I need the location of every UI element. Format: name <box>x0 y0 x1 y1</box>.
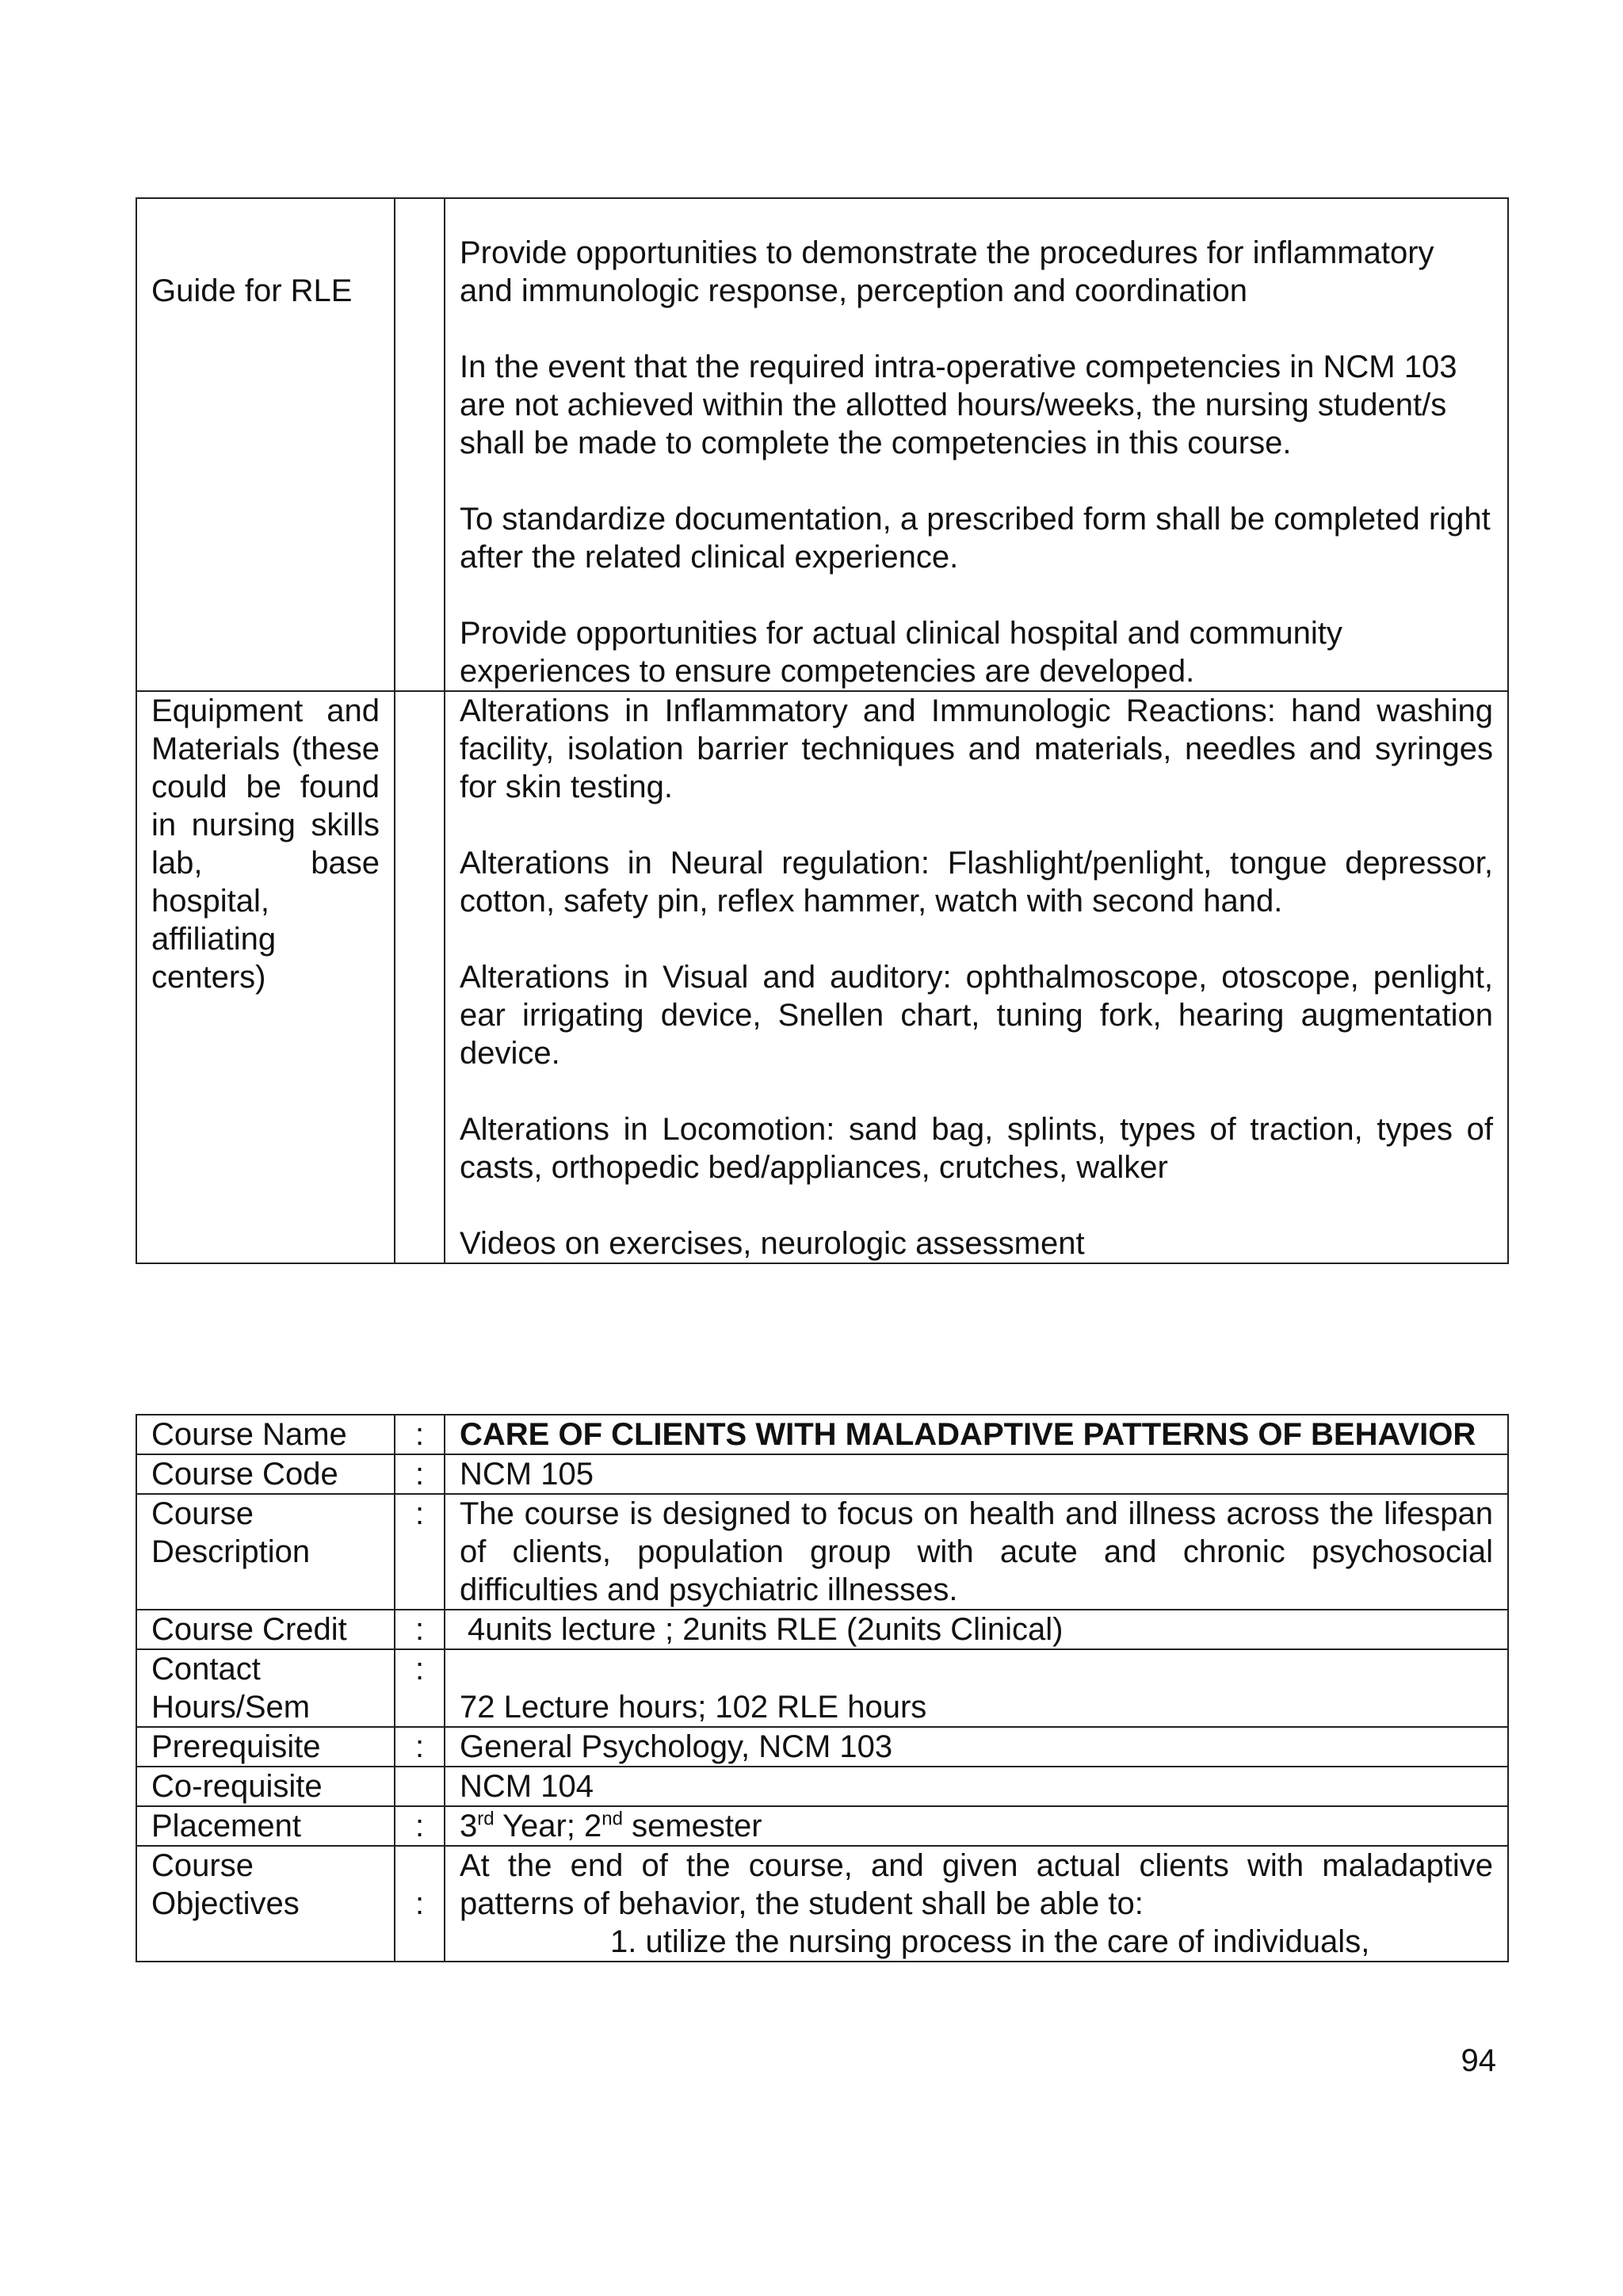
equipment-materials-label: Equipment and Materials (these could be found in nursing skills lab, base hospital, affiliating centers) <box>136 691 395 1263</box>
corequisite-value: NCM 104 <box>445 1767 1508 1806</box>
semester-text: semester <box>622 1809 762 1843</box>
equipment-paragraph: Alterations in Visual and auditory: ophthalmoscope, otoscope, penlight, ear irrigating device, Snellen chart, tuning fork, hearing augmentation device. <box>460 960 1493 1071</box>
objective-item: 1. utilize the nursing process in the care of individuals, <box>610 1924 1370 1959</box>
course-objectives-value <box>445 1846 1508 1962</box>
guide-for-rle-content <box>445 198 1508 691</box>
placement-value <box>445 1806 1508 1846</box>
colon: : <box>395 1649 445 1727</box>
page-number: 94 <box>1461 2043 1496 2078</box>
equipment-materials-row <box>136 691 1508 1263</box>
separator-cell <box>395 1767 445 1806</box>
equipment-paragraph: Alterations in Inflammatory and Immunologic Reactions: hand washing facility, isolation barrier techniques and materials, needles and syringes for skin testing. <box>460 693 1493 804</box>
course-name-row <box>136 1415 1508 1454</box>
course-code-row <box>136 1454 1508 1494</box>
equipment-materials-content <box>445 691 1508 1263</box>
colon: : <box>395 1415 445 1454</box>
colon: : <box>395 1806 445 1846</box>
contact-hours-value: 72 Lecture hours; 102 RLE hours <box>445 1649 1508 1727</box>
semester-ordinal: nd <box>601 1808 623 1830</box>
course-info-table <box>136 1414 1509 1962</box>
year-number: 3 <box>460 1809 478 1843</box>
placement-label: Placement <box>136 1806 395 1846</box>
course-code-label: Course Code <box>136 1454 395 1494</box>
course-credit-row <box>136 1610 1508 1649</box>
course-description-row <box>136 1494 1508 1610</box>
course-name-label: Course Name <box>136 1415 395 1454</box>
colon: : <box>395 1727 445 1767</box>
year-text: Year; 2 <box>494 1809 602 1843</box>
colon: : <box>395 1494 445 1610</box>
guide-paragraph: To standardize documentation, a prescribed form shall be completed right after the related clinical experience. <box>460 502 1491 575</box>
colon: : <box>395 1846 445 1962</box>
separator-cell <box>395 691 445 1263</box>
contact-hours-label: Contact Hours/Sem <box>136 1649 395 1727</box>
guide-paragraph: Provide opportunities to demonstrate the procedures for inflammatory and immunologic response, perception and coordination <box>460 235 1434 308</box>
course-objectives-row <box>136 1846 1508 1962</box>
equipment-paragraph: Alterations in Neural regulation: Flashlight/penlight, tongue depressor, cotton, safety pin, reflex hammer, watch with second hand. <box>460 846 1493 919</box>
colon: : <box>395 1454 445 1494</box>
course-objectives-label: Course Objectives <box>136 1846 395 1962</box>
course-name-value: CARE OF CLIENTS WITH MALADAPTIVE PATTERNS OF BEHAVIOR <box>445 1415 1508 1454</box>
prerequisite-row <box>136 1727 1508 1767</box>
prerequisite-value: General Psychology, NCM 103 <box>445 1727 1508 1767</box>
course-code-value: NCM 105 <box>445 1454 1508 1494</box>
guide-paragraph: Provide opportunities for actual clinical hospital and community experiences to ensure competencies are developed. <box>460 616 1342 689</box>
rle-guide-table <box>136 197 1509 1264</box>
course-credit-value: 4units lecture ; 2units RLE (2units Clinical) <box>445 1610 1508 1649</box>
guide-paragraph: In the event that the required intra-operative competencies in NCM 103 are not achieved within the allotted hours/weeks, the nursing student/s shall be made to complete the competencies in this course. <box>460 350 1457 460</box>
separator-cell <box>395 198 445 691</box>
course-credit-label: Course Credit <box>136 1610 395 1649</box>
equipment-paragraph: Videos on exercises, neurologic assessment <box>460 1226 1085 1261</box>
year-ordinal: rd <box>477 1808 495 1830</box>
objectives-intro: At the end of the course, and given actual clients with maladaptive patterns of behavior, the student shall be able to: <box>460 1848 1493 1921</box>
corequisite-label: Co-requisite <box>136 1767 395 1806</box>
guide-for-rle-label: Guide for RLE <box>136 198 395 691</box>
corequisite-row <box>136 1767 1508 1806</box>
colon: : <box>395 1610 445 1649</box>
equipment-paragraph: Alterations in Locomotion: sand bag, splints, types of traction, types of casts, orthopedic bed/appliances, crutches, walker <box>460 1112 1493 1185</box>
prerequisite-label: Prerequisite <box>136 1727 395 1767</box>
course-description-value: The course is designed to focus on health and illness across the lifespan of clients, population group with acute and chronic psychosocial difficulties and psychiatric illnesses. <box>445 1494 1508 1610</box>
placement-row <box>136 1806 1508 1846</box>
course-description-label: Course Description <box>136 1494 395 1610</box>
contact-hours-row <box>136 1649 1508 1727</box>
guide-for-rle-row <box>136 198 1508 691</box>
